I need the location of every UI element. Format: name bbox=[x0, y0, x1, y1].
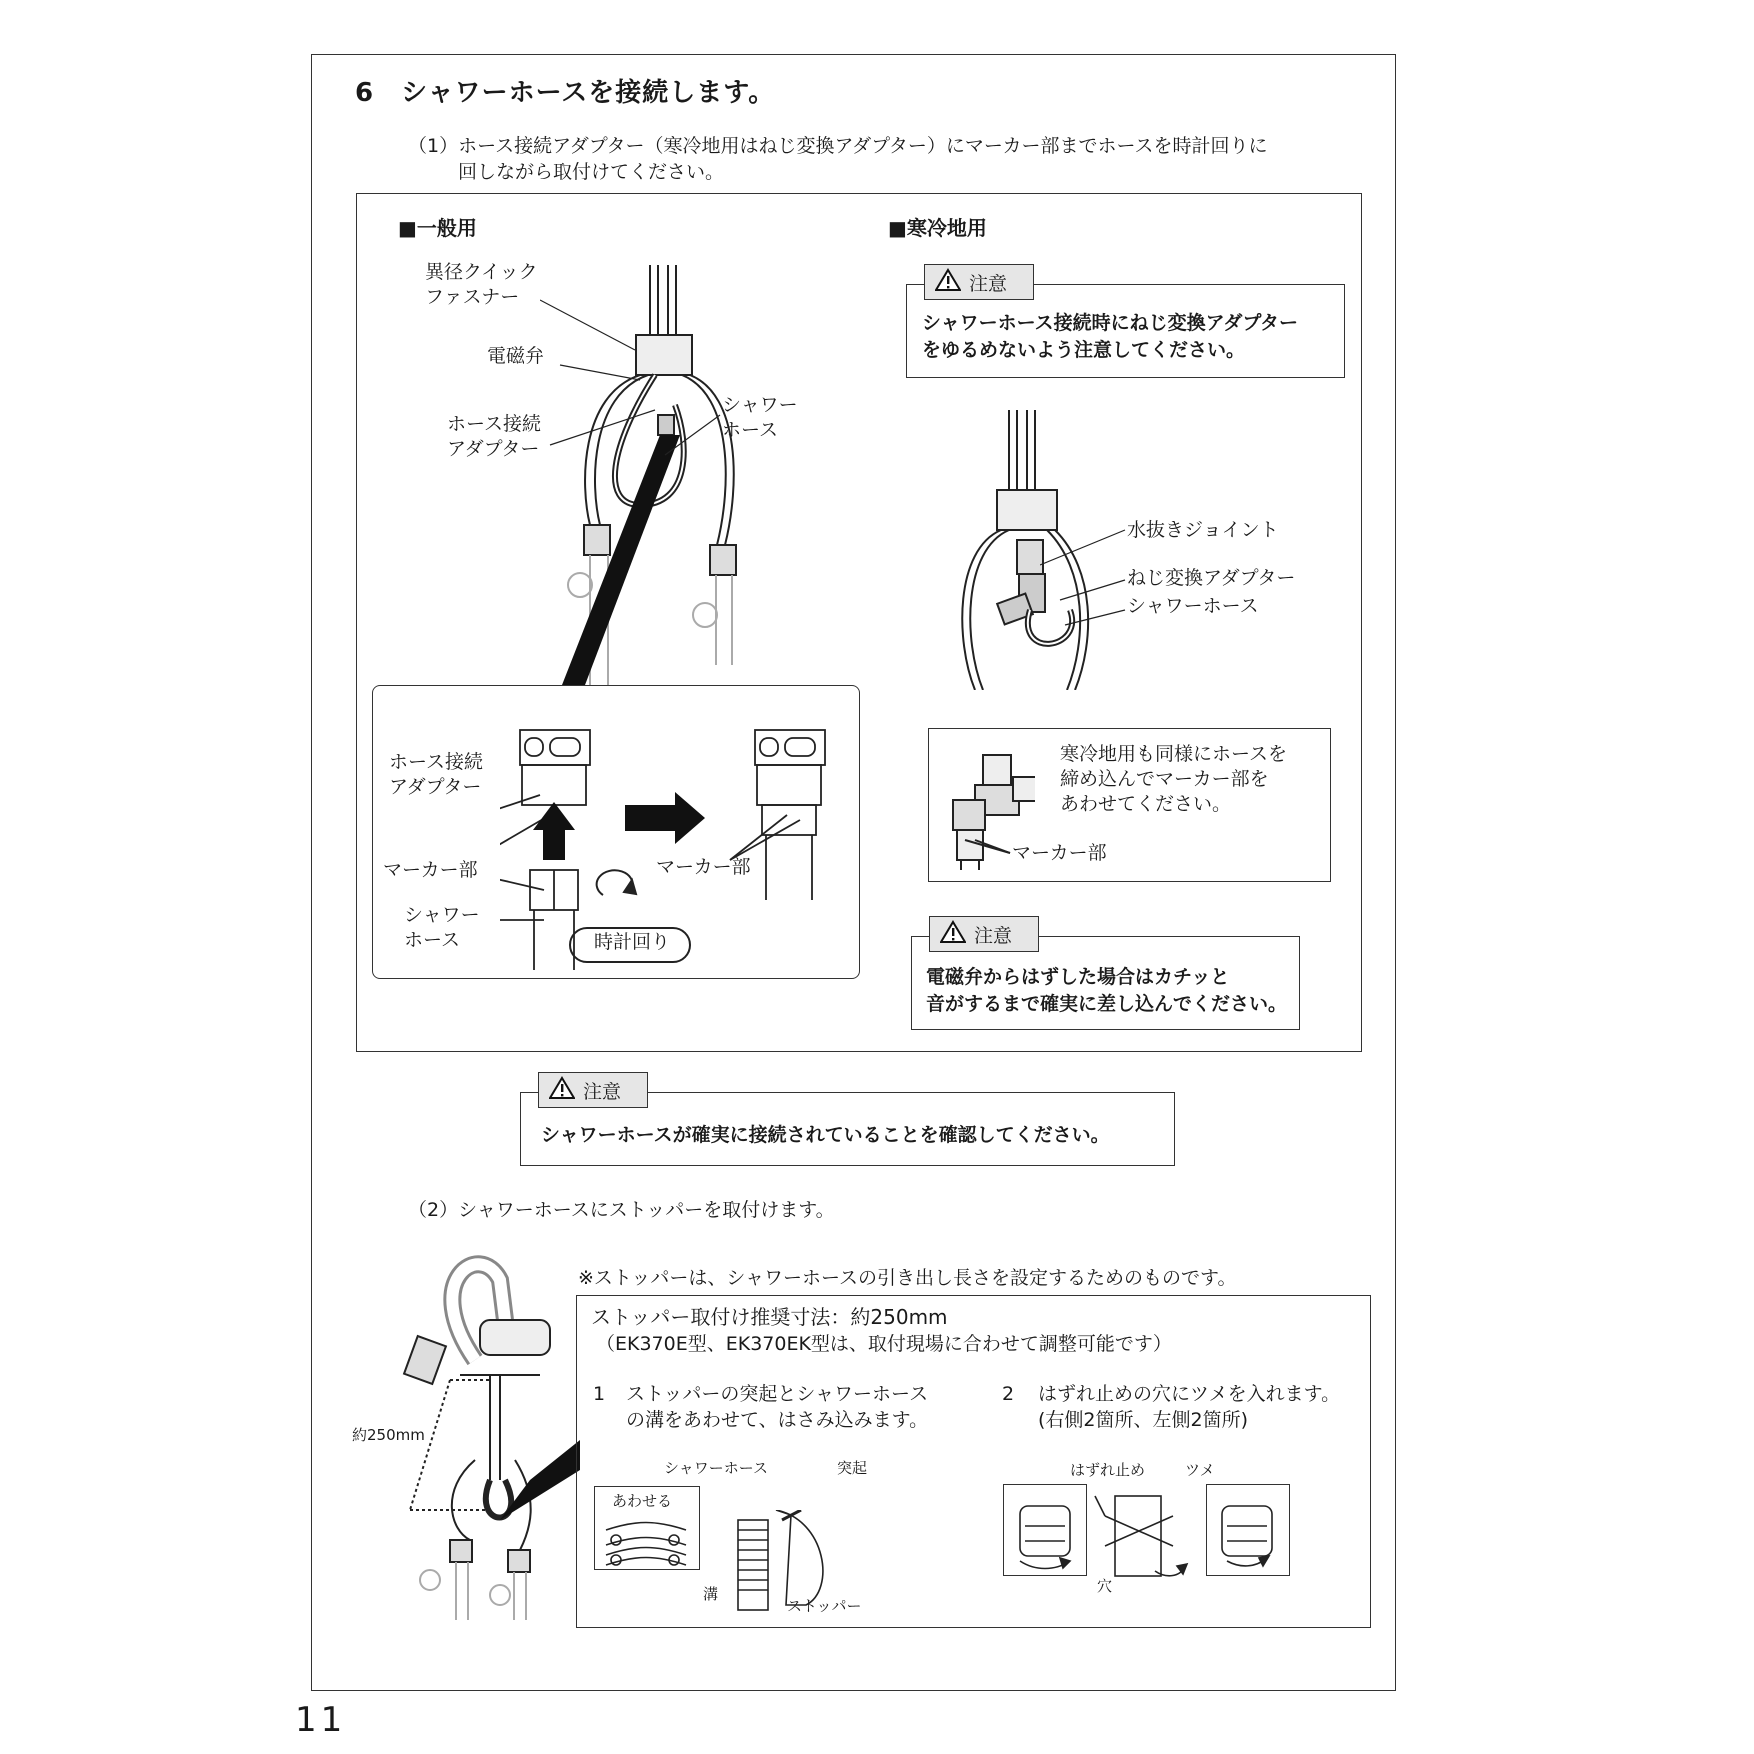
label-screw-adapter: ねじ変換アダプター bbox=[1127, 567, 1296, 589]
zoom-adapter-2: アダプター bbox=[389, 776, 482, 798]
step1-num: 1 bbox=[593, 1383, 606, 1405]
stopper-note: ※ストッパーは、シャワーホースの引き出し長さを設定するためのものです。 bbox=[578, 1267, 1237, 1289]
general-leader-lines bbox=[540, 280, 740, 480]
cold-heading: ■寒冷地用 bbox=[888, 216, 987, 240]
clockwise-label: 時計回り bbox=[594, 931, 671, 953]
stopper-models: （EK370E型、EK370EK型は、取付現場に合わせて調整可能です） bbox=[596, 1333, 1172, 1355]
fig-claw: ツメ bbox=[1185, 1461, 1215, 1479]
fig-protrusion: 突起 bbox=[837, 1459, 868, 1477]
caution-label: 注意 bbox=[969, 272, 1008, 295]
step2-num: 2 bbox=[1002, 1383, 1015, 1405]
caution-label: 注意 bbox=[583, 1080, 622, 1103]
stopper-step2-illustration bbox=[1005, 1486, 1290, 1586]
cold-note-line3: あわせてください。 bbox=[1060, 793, 1232, 815]
caution-label: 注意 bbox=[974, 924, 1013, 947]
cold-note-line2: 締め込んでマーカー部を bbox=[1060, 768, 1269, 790]
label-solenoid: 電磁弁 bbox=[487, 345, 545, 367]
fig-retainer: はずれ止め bbox=[1070, 1461, 1146, 1479]
label-fastener-1: 異径クイック bbox=[425, 261, 538, 283]
step2-line2: (右側2箇所、左側2箇所) bbox=[1038, 1409, 1249, 1431]
sub1-line2: 回しながら取付けてください。 bbox=[458, 161, 725, 183]
step2-line1: はずれ止めの穴にツメを入れます。 bbox=[1038, 1383, 1341, 1405]
caution3-tab bbox=[538, 1072, 648, 1108]
zoom-marker-right: マーカー部 bbox=[656, 856, 751, 878]
label-adapter-2: アダプター bbox=[447, 438, 540, 460]
cold-note-marker: マーカー部 bbox=[1012, 842, 1107, 864]
fig-stopper: ストッパー bbox=[787, 1597, 862, 1615]
dimension-label: 約250mm bbox=[352, 1426, 425, 1444]
label-fastener-2: ファスナー bbox=[425, 286, 520, 308]
page-number: 11 bbox=[295, 1700, 347, 1740]
step1-line1: ストッパーの突起とシャワーホース bbox=[626, 1383, 929, 1405]
cold-note-line1: 寒冷地用も同様にホースを bbox=[1060, 743, 1288, 765]
fig-align: あわせる bbox=[612, 1492, 673, 1510]
label-shower-2: ホース bbox=[722, 419, 779, 441]
fig-shower-hose: シャワーホース bbox=[664, 1459, 768, 1477]
warning-icon bbox=[935, 268, 961, 297]
stopper-recommend: ストッパー取付け推奨寸法：約250mm bbox=[591, 1305, 948, 1329]
zoom-adapter-1: ホース接続 bbox=[389, 751, 484, 773]
warning-icon bbox=[549, 1076, 575, 1105]
general-heading: ■一般用 bbox=[398, 216, 477, 240]
label-shower-1: シャワー bbox=[722, 394, 798, 416]
zoom-shower-2: ホース bbox=[404, 929, 461, 951]
cold-caution1-line2: をゆるめないよう注意してください。 bbox=[922, 339, 1246, 361]
label-adapter-1: ホース接続 bbox=[447, 413, 542, 435]
fig-hole: 穴 bbox=[1097, 1577, 1113, 1595]
cold-caution2-line1: 電磁弁からはずした場合はカチッと bbox=[926, 966, 1230, 988]
zoom-shower-1: シャワー bbox=[404, 904, 480, 926]
label-drain-joint: 水抜きジョイント bbox=[1127, 519, 1279, 541]
cold-leader-lines bbox=[1040, 520, 1140, 630]
cold-caution2-tab bbox=[929, 916, 1039, 952]
step1-line2: の溝をあわせて、はさみ込みます。 bbox=[626, 1409, 929, 1431]
zoom-marker-left: マーカー部 bbox=[383, 859, 478, 881]
cold-caution2-line2: 音がするまで確実に差し込んでください。 bbox=[926, 993, 1288, 1015]
warning-icon bbox=[940, 920, 966, 949]
label-shower-hose-cold: シャワーホース bbox=[1127, 595, 1259, 617]
fig-groove: 溝 bbox=[703, 1585, 719, 1603]
sub2-text: （2）シャワーホースにストッパーを取付けます。 bbox=[408, 1199, 835, 1221]
cold-caution1-line1: シャワーホース接続時にねじ変換アダプター bbox=[922, 312, 1299, 334]
sub1-line1: （1）ホース接続アダプター（寒冷地用はねじ変換アダプター）にマーカー部までホースを時計回りに bbox=[408, 135, 1268, 157]
caution3-text: シャワーホースが確実に接続されていることを確認してください。 bbox=[541, 1124, 1110, 1146]
cold-caution1-tab bbox=[924, 264, 1034, 300]
step-title: 6 シャワーホースを接続します。 bbox=[355, 78, 776, 108]
